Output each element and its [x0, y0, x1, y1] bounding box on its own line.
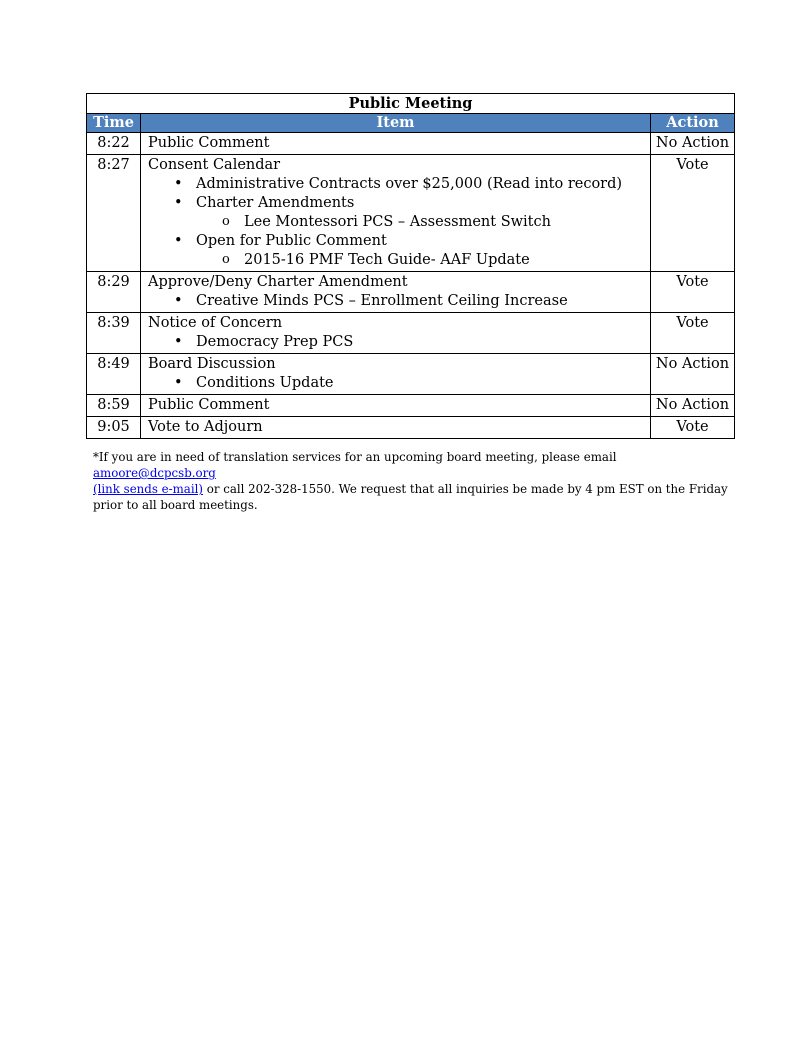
sub-item-text: Democracy Prep PCS — [196, 334, 354, 350]
sub-item-text: Administrative Contracts over $25,000 (Read into record) — [196, 176, 623, 192]
row-item — [141, 133, 651, 155]
agenda-body — [87, 133, 735, 439]
bullet-icon: • — [174, 195, 183, 211]
bullet-icon: • — [174, 375, 183, 391]
sub-item-text: Lee Montessori PCS – Assessment Switch — [244, 214, 551, 230]
table-header-row — [87, 114, 735, 133]
item-title: Public Comment — [148, 135, 270, 151]
item-title: Consent Calendar — [148, 157, 281, 173]
bullet-icon: • — [174, 233, 183, 249]
email-link-note: (link sends e-mail) — [93, 482, 203, 496]
sub-item — [148, 232, 650, 251]
item-title: Notice of Concern — [148, 315, 283, 331]
translation-footnote — [93, 449, 733, 513]
sub-item-text: 2015-16 PMF Tech Guide- AAF Update — [244, 252, 530, 268]
circle-bullet-icon: o — [222, 252, 230, 267]
row-item — [141, 395, 651, 417]
footnote-text-before: *If you are in need of translation services for an upcoming board meeting, please email — [93, 450, 617, 464]
bullet-icon: • — [174, 293, 183, 309]
sub-item — [148, 333, 650, 352]
sub-item-text: Charter Amendments — [196, 195, 355, 211]
table-row — [87, 313, 735, 354]
row-action: No Action — [651, 354, 735, 395]
table-row — [87, 272, 735, 313]
row-action: Vote — [651, 417, 735, 439]
row-action: Vote — [651, 272, 735, 313]
row-item — [141, 354, 651, 395]
row-action: No Action — [651, 133, 735, 155]
row-time: 8:29 — [87, 272, 141, 313]
row-item — [141, 417, 651, 439]
row-time: 8:27 — [87, 155, 141, 272]
header-item: Item — [141, 114, 651, 133]
table-row — [87, 395, 735, 417]
email-link[interactable] — [93, 466, 216, 496]
item-title: Public Comment — [148, 397, 270, 413]
sub-item — [148, 194, 650, 213]
table-row — [87, 354, 735, 395]
row-time: 8:59 — [87, 395, 141, 417]
row-item — [141, 272, 651, 313]
row-action: Vote — [651, 155, 735, 272]
item-title: Approve/Deny Charter Amendment — [148, 274, 408, 290]
sub-sub-item — [148, 251, 650, 270]
sub-item — [148, 175, 650, 194]
row-time: 8:49 — [87, 354, 141, 395]
table-title: Public Meeting — [87, 94, 735, 114]
sub-item — [148, 292, 650, 311]
table-row — [87, 133, 735, 155]
sub-item-text: Open for Public Comment — [196, 233, 387, 249]
row-action: No Action — [651, 395, 735, 417]
header-time: Time — [87, 114, 141, 133]
item-title: Board Discussion — [148, 356, 276, 372]
sub-item — [148, 374, 650, 393]
sub-item-text: Creative Minds PCS – Enrollment Ceiling Increase — [196, 293, 568, 309]
item-title: Vote to Adjourn — [148, 419, 263, 435]
agenda-table — [86, 93, 735, 439]
row-action: Vote — [651, 313, 735, 354]
circle-bullet-icon: o — [222, 214, 230, 229]
footnote-text-after: or call 202-328-1550. We request that all inquiries be made by 4 pm EST on the Friday prior to all board meetings. — [93, 482, 728, 512]
email-link-address: amoore@dcpcsb.org — [93, 466, 216, 480]
row-time: 9:05 — [87, 417, 141, 439]
row-time: 8:39 — [87, 313, 141, 354]
table-row — [87, 417, 735, 439]
sub-sub-item — [148, 213, 650, 232]
header-action: Action — [651, 114, 735, 133]
bullet-icon: • — [174, 334, 183, 350]
row-item — [141, 313, 651, 354]
sub-item-text: Conditions Update — [196, 375, 334, 391]
table-row — [87, 155, 735, 272]
row-time: 8:22 — [87, 133, 141, 155]
row-item — [141, 155, 651, 272]
bullet-icon: • — [174, 176, 183, 192]
